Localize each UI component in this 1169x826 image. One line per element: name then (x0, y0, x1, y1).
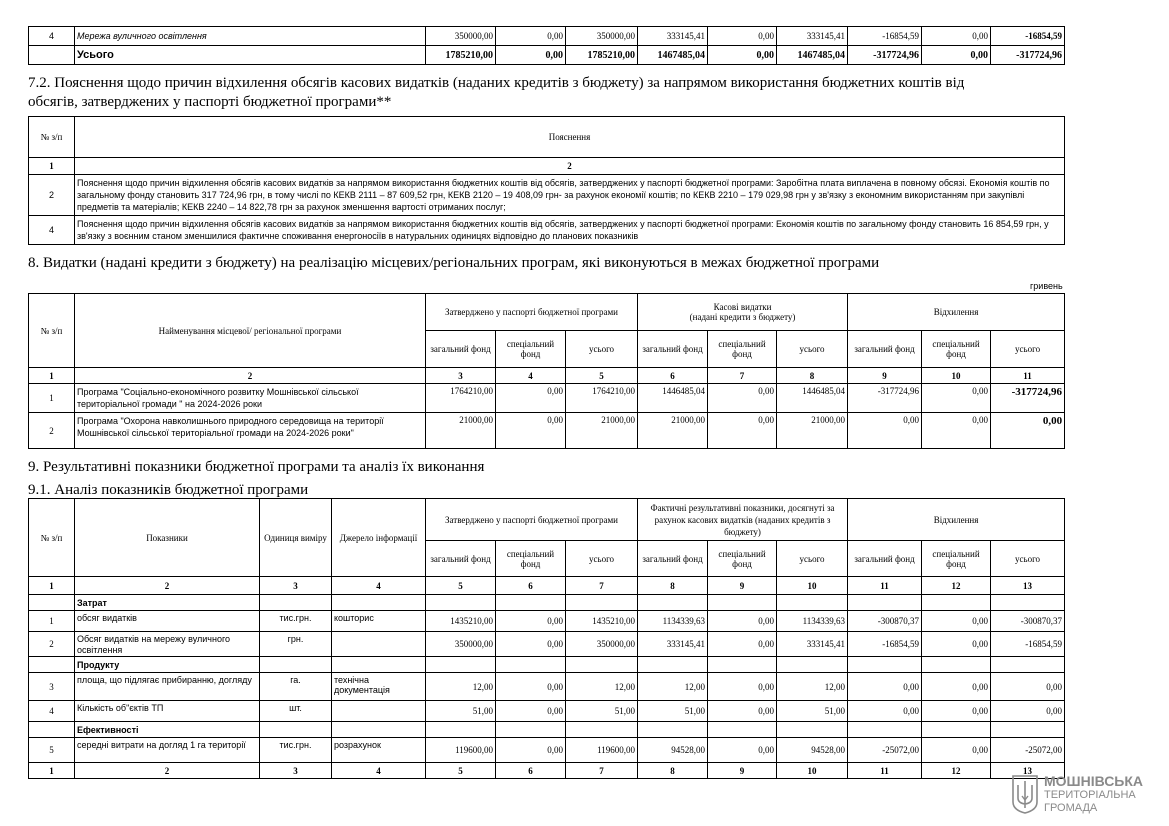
cell-value: -317724,96 (848, 46, 922, 65)
row-number (29, 46, 75, 65)
cell-value: -300870,37 (991, 611, 1065, 632)
cell-value: -300870,37 (848, 611, 922, 632)
column-group-cash (638, 294, 848, 331)
cell-value: 1435210,00 (426, 611, 496, 632)
cell-value: 21000,00 (566, 413, 638, 449)
index-cell: 1 (29, 763, 75, 779)
column-header-indicator: Показники (75, 499, 260, 577)
table-row (29, 175, 1065, 216)
cell-value: -16854,59 (848, 632, 922, 657)
column-header-explanation: Пояснення (75, 117, 1065, 158)
section-9-1-title: 9.1. Аналіз показників бюджетної програми (28, 482, 309, 498)
currency-label: гривень (1030, 281, 1063, 291)
index-cell: 1 (29, 368, 75, 384)
cell-value: 0,00 (496, 413, 566, 449)
table-row (29, 27, 1065, 46)
column-header: загальний фонд (848, 541, 922, 577)
index-cell: 11 (991, 368, 1065, 384)
column-header: усього (566, 331, 638, 368)
table-header-row (29, 117, 1065, 158)
cell-value: -16854,59 (991, 632, 1065, 657)
cell-value: 0,00 (496, 46, 566, 65)
index-cell: 9 (708, 763, 777, 779)
cell-value: 333145,41 (638, 632, 708, 657)
column-header: спеціальний фонд (922, 541, 991, 577)
index-cell: 2 (75, 368, 426, 384)
index-cell: 9 (848, 368, 922, 384)
index-cell: 5 (566, 368, 638, 384)
cell-value: 12,00 (566, 673, 638, 701)
column-group-actual: Фактичні результативні показники, досягнуті за рахунок касових видатків (наданих кредитів з бюджету) (638, 499, 848, 541)
cell-value: 94528,00 (638, 738, 708, 763)
cell-value: 0,00 (708, 46, 777, 65)
cell-value: 51,00 (638, 701, 708, 722)
column-header: спеціальний фонд (496, 331, 566, 368)
cell-value: 0,00 (496, 27, 566, 46)
cell-value: 0,00 (496, 384, 566, 413)
row-number: 2 (29, 413, 75, 449)
cell-value: 1764210,00 (426, 384, 496, 413)
cell-value: 333145,41 (777, 632, 848, 657)
cell-value: 1446485,04 (777, 384, 848, 413)
column-group-deviation: Відхилення (848, 499, 1065, 541)
index-cell: 10 (777, 763, 848, 779)
index-cell: 4 (332, 763, 426, 779)
cell-value: 94528,00 (777, 738, 848, 763)
group-label: Касові видатки (713, 302, 772, 312)
column-header: спеціальний фонд (922, 331, 991, 368)
cell-value: -16854,59 (991, 27, 1065, 46)
cell-value: 0,00 (922, 611, 991, 632)
row-number: 1 (29, 384, 75, 413)
cell-value: 21000,00 (426, 413, 496, 449)
row-number: 4 (29, 701, 75, 722)
column-group-approved: Затверджено у паспорті бюджетної програми (426, 499, 638, 541)
logo-text: ГРОМАДА (1044, 802, 1098, 814)
indicator-source: кошторис (332, 611, 426, 632)
column-header: усього (991, 331, 1065, 368)
index-cell: 9 (708, 577, 777, 595)
table-row (29, 216, 1065, 245)
cell-value: 12,00 (638, 673, 708, 701)
indicator-name: Обсяг видатків на мережу вуличного освітлення (75, 632, 260, 657)
table-row (29, 413, 1065, 449)
cell-value: 0,00 (922, 738, 991, 763)
indicator-name: середні витрати на догляд 1 га території (75, 738, 260, 763)
cell-value: 350000,00 (426, 27, 496, 46)
cell-value: 0,00 (991, 413, 1065, 449)
table-row (29, 384, 1065, 413)
index-cell: 6 (638, 368, 708, 384)
cell-value: 0,00 (708, 413, 777, 449)
cell-value: 12,00 (777, 673, 848, 701)
column-group-deviation: Відхилення (848, 294, 1065, 331)
cell-value: -25072,00 (991, 738, 1065, 763)
category-row (29, 595, 1065, 611)
index-cell: 7 (566, 763, 638, 779)
index-cell: 8 (638, 577, 708, 595)
index-cell: 7 (566, 577, 638, 595)
cell-value: 119600,00 (426, 738, 496, 763)
index-cell: 3 (260, 763, 332, 779)
column-header: усього (777, 331, 848, 368)
cell-value: 1446485,04 (638, 384, 708, 413)
programs-table (28, 293, 1065, 449)
cell-value: 1785210,00 (566, 46, 638, 65)
cell-value: 0,00 (708, 27, 777, 46)
cell-value: 1134339,63 (638, 611, 708, 632)
index-row (29, 368, 1065, 384)
column-header: спеціальний фонд (496, 541, 566, 577)
table-total-row (29, 46, 1065, 65)
explanation-text: Пояснення щодо причин відхилення обсягів касових видатків за напрямом використання бюджетних коштів від обсягів, затверджених у паспорті бюджетної програми: Заробітна плата виплачена в повному обсязі. Економія коштів по загальному фонду становить 317 724,96 грн, в тому числі по КЕКВ 2111 – 87 609,52 грн, КЕКВ 2120 – 19 408,09 грн- за рахунок економії коштів; по КЕКВ 2210 – 179 029,98 грн у зв'язку з економним використанням при закупівлі предметів та матеріалів; КЕКВ 2240 – 14 822,78 грн за рахунок зменшення вартості отриманих послуг; (75, 175, 1065, 216)
cell-value: 0,00 (848, 413, 922, 449)
cell-value: -317724,96 (991, 46, 1065, 65)
index-cell: 3 (260, 577, 332, 595)
index-cell: 1 (29, 577, 75, 595)
index-cell: 1 (29, 158, 75, 175)
column-header: загальний фонд (426, 541, 496, 577)
index-cell: 6 (496, 763, 566, 779)
cell-value: -16854,59 (848, 27, 922, 46)
cell-value: 119600,00 (566, 738, 638, 763)
row-number: 5 (29, 738, 75, 763)
cell-value: 1467485,04 (777, 46, 848, 65)
table-row (29, 738, 1065, 763)
column-header: загальний фонд (638, 541, 708, 577)
cell-value: 51,00 (777, 701, 848, 722)
cell-value: 0,00 (922, 632, 991, 657)
group-label: (надані кредити з бюджету) (689, 312, 796, 322)
column-header-unit: Одиниця виміру (260, 499, 332, 577)
cell-value: 0,00 (496, 611, 566, 632)
index-cell: 4 (496, 368, 566, 384)
column-header: спеціальний фонд (708, 541, 777, 577)
cell-value: 0,00 (848, 701, 922, 722)
cell-value: 1467485,04 (638, 46, 708, 65)
table-header-row (29, 499, 1065, 541)
cell-value: 0,00 (708, 673, 777, 701)
cell-value: 0,00 (922, 46, 991, 65)
column-header: загальний фонд (638, 331, 708, 368)
section-7-2-title (28, 74, 1138, 112)
logo-text: ТЕРИТОРІАЛЬНА (1044, 789, 1136, 801)
row-number: 3 (29, 673, 75, 701)
program-name: Програма "Охорона навколишнього природного середовища на території Мошнівської сільської територіальної громади на 2024-2026 роки" (75, 413, 426, 449)
category-row (29, 657, 1065, 673)
cell-value: 1134339,63 (777, 611, 848, 632)
index-cell: 5 (426, 577, 496, 595)
row-number: 1 (29, 611, 75, 632)
index-cell: 11 (848, 577, 922, 595)
index-cell: 2 (75, 158, 1065, 175)
cell-value: 0,00 (922, 673, 991, 701)
index-cell: 11 (848, 763, 922, 779)
row-number: 2 (29, 175, 75, 216)
cell-value: 1785210,00 (426, 46, 496, 65)
index-cell: 10 (922, 368, 991, 384)
indicator-source (332, 632, 426, 657)
index-cell: 13 (991, 577, 1065, 595)
table-row (29, 611, 1065, 632)
cell-value: -317724,96 (848, 384, 922, 413)
section-title-line: 7.2. Пояснення щодо причин відхилення обсягів касових видатків (наданих кредитів з бюджету) за напрямом використання бюджетних коштів від (28, 75, 965, 91)
cell-value: 21000,00 (638, 413, 708, 449)
section-9-title: 9. Результативні показники бюджетної програми та аналіз їх виконання (28, 459, 485, 475)
column-header-number: № з/п (29, 117, 75, 158)
indicator-unit: тис.грн. (260, 611, 332, 632)
section-title-line: обсягів, затверджених у паспорті бюджетної програми** (28, 94, 392, 110)
index-cell: 5 (426, 763, 496, 779)
explanation-text: Пояснення щодо причин відхилення обсягів касових видатків за напрямом використання бюджетних коштів від обсягів, затверджених у паспорті бюджетної програми: Економія коштів по загальному фонду становить 16 854,59 грн, у зв'язку з воєнним станом зменшилися фактичне споживання енергоносіїв в натуральних одиницях відповідно до планових показників (75, 216, 1065, 245)
cell-value: 51,00 (426, 701, 496, 722)
category-label: Затрат (75, 595, 260, 611)
category-label: Продукту (75, 657, 260, 673)
column-header: усього (566, 541, 638, 577)
index-cell: 2 (75, 577, 260, 595)
cell-value: 350000,00 (566, 27, 638, 46)
index-cell: 10 (777, 577, 848, 595)
direction-name: Мережа вуличного освітлення (75, 27, 426, 46)
explanations-table (28, 116, 1065, 245)
column-header-number: № з/п (29, 499, 75, 577)
expenses-summary-table (28, 26, 1065, 65)
index-row (29, 158, 1065, 175)
cell-value: 0,00 (496, 738, 566, 763)
row-number: 4 (29, 27, 75, 46)
program-name: Програма "Соціально-економічного розвитку Мошнівської сільської територіальної громади " на 2024-2026 роки (75, 384, 426, 413)
cell-value: 0,00 (496, 632, 566, 657)
cell-value: 21000,00 (777, 413, 848, 449)
indicators-table (28, 498, 1065, 779)
cell-value: 51,00 (566, 701, 638, 722)
cell-value: -317724,96 (991, 384, 1065, 413)
cell-value: 0,00 (922, 413, 991, 449)
column-header-program: Найменування місцевої/ регіональної програми (75, 294, 426, 368)
indicator-source: розрахунок (332, 738, 426, 763)
table-row (29, 673, 1065, 701)
indicator-unit: га. (260, 673, 332, 701)
cell-value: 0,00 (496, 701, 566, 722)
logo-text: МОШНІВСЬКА (1044, 773, 1144, 789)
index-cell: 4 (332, 577, 426, 595)
index-cell: 12 (922, 577, 991, 595)
cell-value: 0,00 (922, 701, 991, 722)
cell-value: 12,00 (426, 673, 496, 701)
index-cell: 3 (426, 368, 496, 384)
row-number: 4 (29, 216, 75, 245)
cell-value: -25072,00 (848, 738, 922, 763)
trident-icon (1010, 774, 1040, 814)
indicator-source: технічна документація (332, 673, 426, 701)
indicator-unit: тис.грн. (260, 738, 332, 763)
category-row (29, 722, 1065, 738)
indicator-source (332, 701, 426, 722)
cell-value: 1435210,00 (566, 611, 638, 632)
index-row (29, 763, 1065, 779)
row-number: 2 (29, 632, 75, 657)
cell-value: 0,00 (991, 673, 1065, 701)
table-row (29, 632, 1065, 657)
indicator-unit: шт. (260, 701, 332, 722)
column-header: усього (777, 541, 848, 577)
cell-value: 0,00 (708, 738, 777, 763)
column-header: усього (991, 541, 1065, 577)
table-row (29, 701, 1065, 722)
cell-value: 0,00 (496, 673, 566, 701)
cell-value: 333145,41 (777, 27, 848, 46)
index-cell: 2 (75, 763, 260, 779)
column-header-source: Джерело інформації (332, 499, 426, 577)
table-header-row (29, 294, 1065, 331)
cell-value: 0,00 (708, 611, 777, 632)
cell-value: 0,00 (922, 27, 991, 46)
index-cell: 6 (496, 577, 566, 595)
index-cell: 13 (991, 763, 1065, 779)
index-cell: 8 (777, 368, 848, 384)
cell-value: 0,00 (848, 673, 922, 701)
cell-value: 350000,00 (426, 632, 496, 657)
group-label: Затверджено у паспорті бюджетної програми (445, 307, 618, 317)
indicator-name: обсяг видатків (75, 611, 260, 632)
indicator-name: Кількість об"єктів ТП (75, 701, 260, 722)
column-header-number: № з/п (29, 294, 75, 368)
index-cell: 8 (638, 763, 708, 779)
total-label: Усього (75, 46, 426, 65)
indicator-unit: грн. (260, 632, 332, 657)
cell-value: 0,00 (922, 384, 991, 413)
index-cell: 12 (922, 763, 991, 779)
cell-value: 1764210,00 (566, 384, 638, 413)
cell-value: 0,00 (708, 384, 777, 413)
cell-value: 333145,41 (638, 27, 708, 46)
category-label: Ефективності (75, 722, 260, 738)
cell-value: 0,00 (708, 701, 777, 722)
index-row (29, 577, 1065, 595)
column-header: спеціальний фонд (708, 331, 777, 368)
index-cell: 7 (708, 368, 777, 384)
section-8-title: 8. Видатки (надані кредити з бюджету) на реалізацію місцевих/регіональних програм, які виконуються в межах бюджетної програми (28, 255, 880, 271)
column-group-approved (426, 294, 638, 331)
cell-value: 350000,00 (566, 632, 638, 657)
column-header: загальний фонд (848, 331, 922, 368)
cell-value: 0,00 (991, 701, 1065, 722)
cell-value: 0,00 (708, 632, 777, 657)
column-header: загальний фонд (426, 331, 496, 368)
community-logo (1010, 772, 1160, 818)
indicator-name: площа, що підлягає прибиранню, догляду (75, 673, 260, 701)
